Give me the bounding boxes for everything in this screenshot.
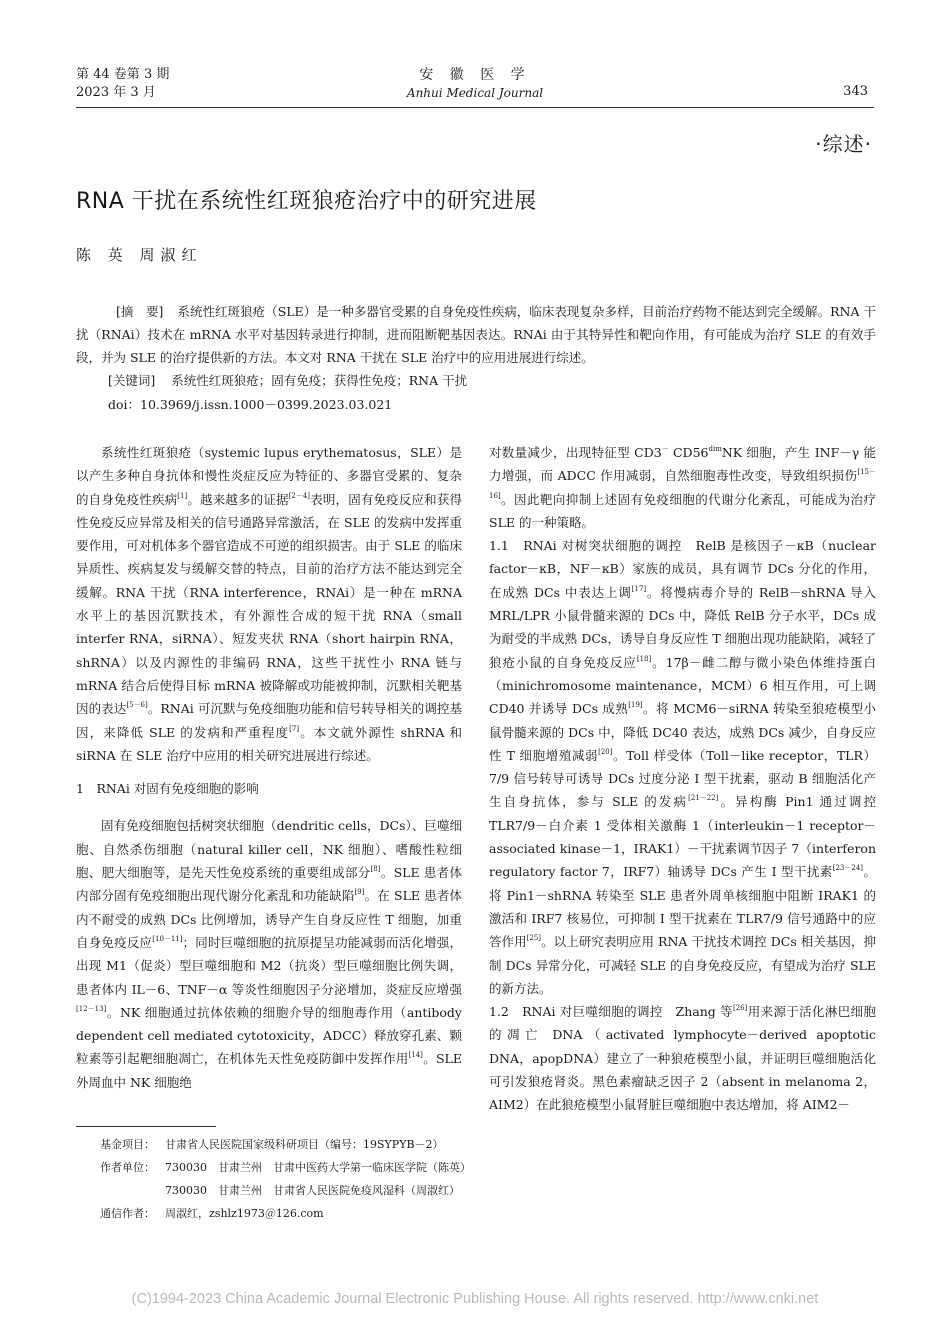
citation[interactable]: [26]: [733, 1004, 748, 1013]
citation[interactable]: [20]: [598, 747, 613, 756]
footnote-rule: [76, 1126, 216, 1127]
citation[interactable]: [21－22]: [688, 794, 719, 803]
citation[interactable]: [10－11]: [152, 934, 183, 943]
citation[interactable]: [25]: [526, 934, 542, 943]
citation[interactable]: [14]: [408, 1051, 423, 1060]
citation[interactable]: [1]: [177, 491, 188, 500]
citation[interactable]: [7]: [289, 724, 300, 733]
article-title: RNA 干扰在系统性红斑狼疮治疗中的研究进展: [76, 189, 537, 214]
citation[interactable]: [23－24]: [832, 864, 864, 873]
column-tag: ·综述·: [815, 132, 872, 156]
footnote-unit: 作者单位： 730030 甘肃兰州 甘肃中医药大学第一临床医学院（陈英）: [100, 1161, 471, 1174]
citation[interactable]: [9]: [354, 888, 365, 897]
copyright-watermark: (C)1994-2023 China Academic Journal Electronic Publishing House. All rights reserved. http://www.cnki.net: [131, 1291, 819, 1307]
page-number: 343: [843, 84, 868, 99]
citation[interactable]: [19]: [628, 701, 643, 710]
header-rule: [76, 107, 874, 108]
section-1-1: 1.1 RNAi 对树突状细胞的调控 RelB 是核因子－κB（nuclear factor－κB，NF－κB）家族的成员，具有调节 DCs 分化的作用，在成熟 DCs 中表达上调[17]。将慢病毒介导的 RelB－shRNA 导入 MRL/LPR 小鼠骨髓来源的 DCs 中，降低 RelB 分子水平，DCs 成为耐受的半成熟 DCs，诱导自身反应性 T 细胞出现功能缺陷，减轻了狼疮小鼠的自身免疫反应[18]。17β－雌二醇与微小染色体维持蛋白（minichromosome maintenance，MCM）6 相互作用，可上调 CD40 并诱导 DCs 成熟[19]。将 MCM6－siRNA 转染至狼疮模型小鼠骨髓来源的 DCs 中，降低 DC40 表达，成熟 DCs 减少，自身反应性 T 细胞增殖减弱[20]。Toll 样受体（Toll－like receptor，TLR）7/9 信号转导可诱导 DCs 过度分泌 I 型干扰素，驱动 B 细胞活化产生自身抗体，参与 SLE 的发病[21－22]。异构酶 Pin1 通过调控 TLR7/9－白介素 1 受体相关激酶 1（interleukin－1 receptor－associated kinase－1，IRAK1）－干扰素调节因子 7（interferon regulatory factor 7，IRF7）轴诱导 DCs 产生 I 型干扰素[23－24]。将 Pin1－shRNA 转染至 SLE 患者外周单核细胞中阻断 IRAK1 的激活和 IRF7 核易位，可抑制 I 型干扰素在 TLR7/9 信号通路中的应答作用[25]。以上研究表明应用 RNA 干扰技术调控 DCs 相关基因，抑制 DCs 异常分化，可减轻 SLE 的自身免疫反应，有望成为治疗 SLE 的新方法。: [489, 538, 877, 996]
keywords: [108, 369, 467, 392]
body-column-left: [76, 441, 462, 1094]
issue-info: [76, 66, 169, 102]
citation[interactable]: [15－16]: [489, 468, 876, 500]
section-heading-1: 1 RNAi 对固有免疫细胞的影响: [76, 781, 259, 797]
paragraph: 系统性红斑狼疮（systemic lupus erythematosus，SLE）是以产生多种自身抗体和慢性炎症反应为特征的、多器官受累的、复杂的自身免疫性疾病[1]。越来越多的证据[2－4]表明，固有免疫反应和获得性免疫反应异常及相关的信号通路异常激活，在 SLE 的发病中发挥重要作用，可对机体多个器官造成不可逆的组织损害。由于 SLE 的临床异质性、疾病复发与缓解交替的特点，目前的治疗方法不能达到完全缓解。RNA 干扰（RNA interference，RNAi）是一种在 mRNA 水平上的基因沉默技术，有外源性合成的短干扰 RNA（small interfer RNA，siRNA）、短发夹状 RNA（short hairpin RNA，shRNA）以及内源性的非编码 RNA，这些干扰性小 RNA 链与 mRNA 结合后使得目标 mRNA 被降解或功能被抑制，沉默相关靶基因的表达[5－6]。RNAi 可沉默与免疫细胞功能和信号转导相关的调控基因，来降低 SLE 的发病和严重程度[7]。本文就外源性 shRNA 和 siRNA 在 SLE 治疗中应用的相关研究进展进行综述。: [76, 445, 463, 763]
citation[interactable]: [12－13]: [76, 1004, 107, 1013]
abstract-label: [摘 要]: [116, 304, 164, 319]
footnotes: [100, 1133, 471, 1225]
keywords-text: 系统性红斑狼疮；固有免疫；获得性免疫；RNA 干扰: [171, 373, 468, 388]
article-authors: 陈 英 周淑红: [76, 246, 203, 264]
footnote-unit-2: 730030 甘肃兰州 甘肃省人民医院免疫风湿科（周淑红）: [165, 1184, 460, 1197]
issue-date: 2023 年 3 月: [76, 85, 156, 100]
section-1-2: 1.2 RNAi 对巨噬细胞的调控 Zhang 等[26]用来源于活化淋巴细胞的凋亡 DNA（activated lymphocyte－derived apoptotic DNA，apopDNA）建立了一种狼疮模型小鼠，并证明巨噬细胞活化可引发狼疮肾炎。黑色素瘤缺乏因子 2（absent in melanoma 2，AIM2）在此狼疮模型小鼠肾脏巨噬细胞中表达增加，将 AIM2－: [489, 1004, 876, 1113]
footnote-fund: 基金项目： 甘肃省人民医院国家级科研项目（编号：19SYPYB－2）: [100, 1138, 444, 1151]
paragraph: 对数量减少，出现特征型 CD3－ $CD56^{dim}NK$ 细胞，产生 INF－γ 能力增强，而 ADCC 作用减弱，自然细胞毒性改变，导致组织损伤[15－16]。因此靶向抑制上述固有免疫细胞的代谢分化紊乱，可能成为治疗 SLE 的一种策略。: [489, 445, 877, 530]
doi: doi：10.3969/j.issn.1000－0399.2023.03.021: [108, 397, 393, 412]
volume-issue: 第 44 卷第 3 期: [76, 67, 170, 82]
citation[interactable]: [2－4]: [288, 491, 311, 500]
journal-name-cn: 安 徽 医 学: [419, 67, 531, 83]
body-column-right: [489, 441, 876, 1117]
journal-name-en: Anhui Medical Journal: [406, 86, 544, 100]
citation[interactable]: [5－6]: [126, 701, 148, 710]
abstract: [76, 300, 876, 369]
citation[interactable]: [17]: [631, 584, 647, 593]
footnote-corresponding: 通信作者： 周淑红，zshlz1973＠126.com: [100, 1207, 324, 1220]
paragraph: 固有免疫细胞包括树突状细胞（dendritic cells，DCs）、巨噬细胞、自然杀伤细胞（natural killer cell，NK 细胞）、嗜酸性粒细胞、肥大细胞等，是先天性免疫系统的重要组成部分[8]。SLE 患者体内部分固有免疫细胞出现代谢分化紊乱和功能缺陷[9]。在 SLE 患者体内不耐受的成熟 DCs 比例增加，诱导产生自身反应性 T 细胞，加重自身免疫反应[10－11]；同时巨噬细胞的抗原提呈功能减弱而活化增强，出现 M1（促炎）型巨噬细胞和 M2（抗炎）型巨噬细胞比例失调，患者体内 IL－6、TNF－α 等炎性细胞因子分泌增加，炎症反应增强[12－13]。NK 细胞通过抗体依赖的细胞介导的细胞毒作用（antibody dependent cell mediated cytotoxicity，ADCC）释放穿孔素、颗粒素等引起靶细胞凋亡，在机体先天性免疫防御中发挥作用[14]。SLE 外周血中 NK 细胞绝: [76, 818, 462, 1090]
citation[interactable]: [8]: [370, 865, 381, 874]
keywords-label: [关键词]: [108, 373, 156, 388]
journal-name: [325, 66, 625, 102]
abstract-text: 系统性红斑狼疮（SLE）是一种多器官受累的自身免疫性疾病，临床表现复杂多样，目前治疗药物不能达到完全缓解。RNA 干扰（RNAi）技术在 mRNA 水平对基因转录进行抑制，进而阻断靶基因表达。RNAi 由于其特异性和靶向作用，有可能成为治疗 SLE 的有效手段，并为 SLE 的治疗提供新的方法。本文对 RNA 干扰在 SLE 治疗中的应用进展进行综述。: [76, 304, 876, 365]
citation[interactable]: [18]: [636, 654, 652, 663]
